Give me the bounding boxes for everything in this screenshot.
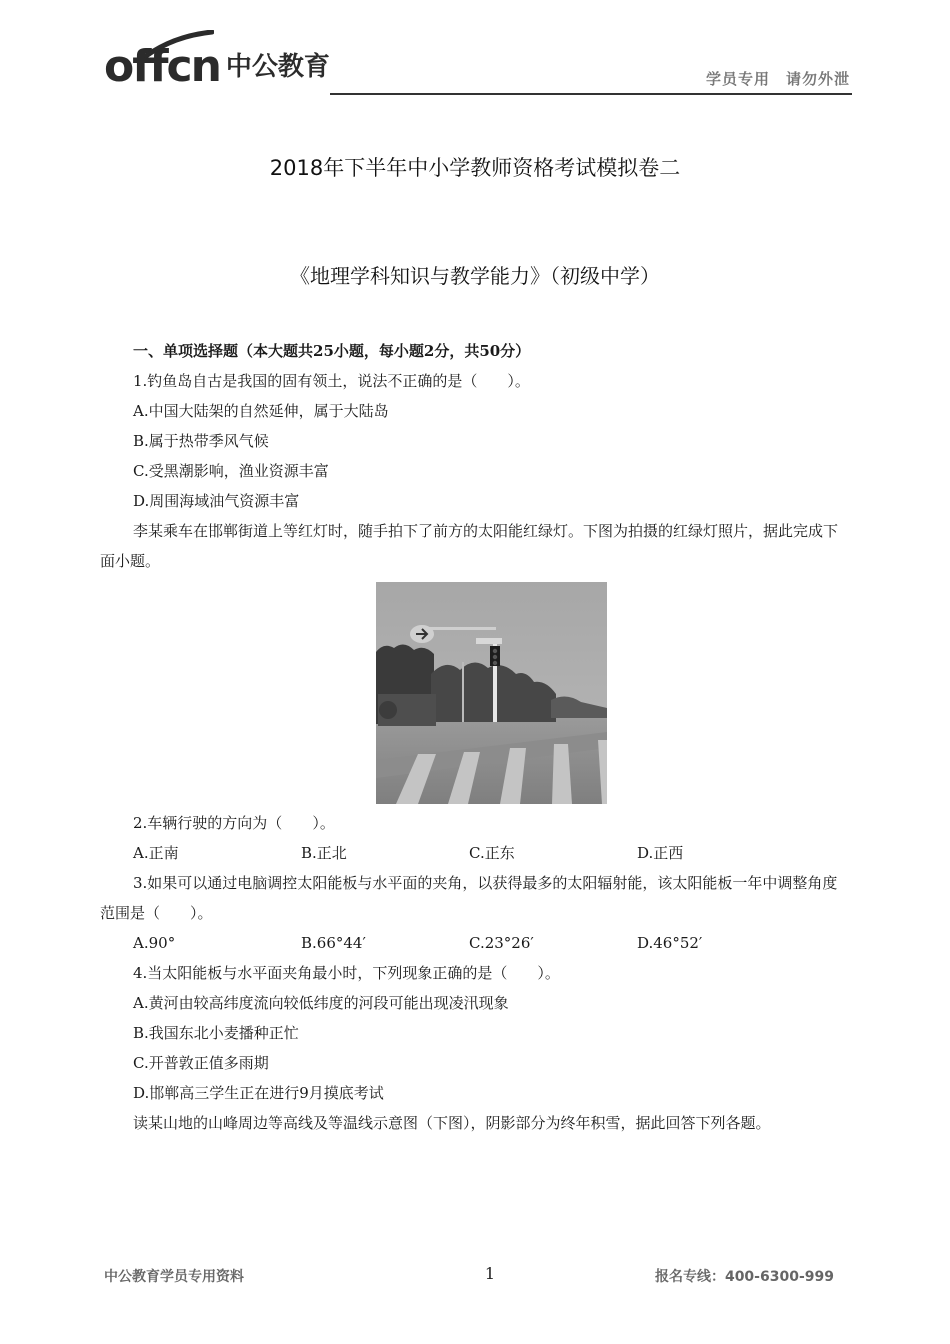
question-3-option-c: C.23°26′ [469,934,534,952]
question-3-option-d: D.46°52′ [637,934,703,952]
material-mountain-contour: 读某山地的山峰周边等高线及等温线示意图（下图），阴影部分为终年积雪，据此回答下列各题。 [133,1114,771,1132]
exam-content [100,336,852,1138]
page-header [0,0,950,110]
section-heading: 一、单项选择题（本大题共25小题，每小题2分，共50分） [133,342,531,360]
question-2-option-c: C.正东 [469,844,515,862]
footer-hotline: 报名专线：400-6300-999 [654,1269,834,1285]
question-1-option-b: B.属于热带季风气候 [133,432,269,450]
exam-title: 2018年下半年中小学教师资格考试模拟卷二 [269,156,681,180]
traffic-light-photo-container [100,576,852,808]
question-2-option-a: A.正南 [133,844,179,862]
question-4-option-b: B.我国东北小麦播种正忙 [133,1024,299,1042]
logo-chinese-name: 中公教育 [225,52,330,82]
question-1-option-a: A.中国大陆架的自然延伸，属于大陆岛 [133,402,389,420]
question-3-options [100,928,852,958]
question-2-option-d: D.正西 [637,844,684,862]
question-2-option-b: B.正北 [301,844,347,862]
page-footer [0,1262,950,1290]
offcn-logo [104,41,330,92]
question-4-option-d: D.邯郸高三学生正在进行9月摸底考试 [133,1084,384,1102]
question-4-option-c: C.开普敦正值多雨期 [133,1054,269,1072]
header-rule [330,93,852,95]
question-3-stem: 3.如果可以通过电脑调控太阳能板与水平面的夹角，以获得最多的太阳辐射能，该太阳能板一年中调整角度范围是（ ）。 [100,874,838,922]
traffic-light-photo [376,582,607,804]
header-tags [706,68,850,89]
question-4-option-a: A.黄河由较高纬度流向较低纬度的河段可能出现凌汛现象 [133,994,509,1012]
material-traffic-light: 李某乘车在邯郸街道上等红灯时，随手拍下了前方的太阳能红绿灯。下图为拍摄的红绿灯照片，据此完成下面小题。 [100,522,839,570]
page-number: 1 [484,1264,496,1283]
logo-wordmark: offcn [104,41,220,92]
footer-note: 中公教育学员专用资料 [104,1269,244,1285]
exam-subtitle: 《地理学科知识与教学能力》（初级中学） [290,264,660,288]
question-3-option-b: B.66°44′ [301,934,366,952]
question-1-option-d: D.周围海域油气资源丰富 [133,492,300,510]
question-4-stem: 4.当太阳能板与水平面夹角最小时，下列现象正确的是（ ）。 [133,964,560,982]
question-2-stem: 2.车辆行驶的方向为（ ）。 [133,814,335,832]
question-1-option-c: C.受黑潮影响，渔业资源丰富 [133,462,329,480]
question-2-options [100,838,852,868]
header-tag-students-only: 学员专用 [705,70,770,88]
question-3-option-a: A.90° [133,934,176,952]
logo-swoosh-icon [144,30,214,60]
question-1-stem: 1.钓鱼岛自古是我国的固有领土，说法不正确的是（ ）。 [133,372,530,390]
header-tag-confidential: 请勿外泄 [785,70,850,88]
